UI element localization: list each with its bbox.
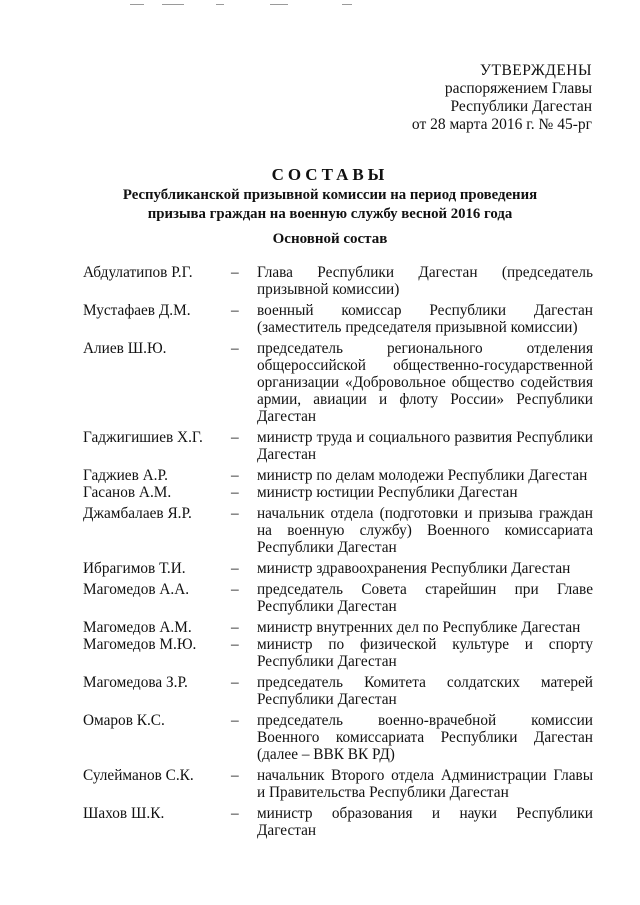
member-row <box>83 505 593 556</box>
member-row <box>83 560 593 577</box>
member-role: Глава Республики Дагестан (председатель призывной комиссии) <box>257 264 593 298</box>
member-role: министр юстиции Республики Дагестан <box>257 484 518 501</box>
member-dash: – <box>231 560 239 577</box>
heading-main: СОСТАВЫ <box>271 165 389 184</box>
member-row <box>83 484 593 501</box>
member-row <box>83 636 593 670</box>
member-role: министр образования и науки Республики Дагестан <box>257 805 593 839</box>
member-role: начальник отдела (подготовки и призыва граждан на военную службу) Военного комиссариата Республики Дагестан <box>257 505 593 556</box>
member-dash: – <box>231 674 239 691</box>
member-dash: – <box>231 340 239 357</box>
member-row <box>83 712 593 763</box>
member-row <box>83 429 593 463</box>
member-row <box>83 264 593 298</box>
member-name: Мустафаев Д.М. <box>83 302 191 319</box>
member-role: председатель регионального отделения общероссийской общественно-государственной организации «Добровольное общество содействия армии, авиации и флоту России» Республики Дагестан <box>257 340 593 425</box>
approval-line-1: распоряжением Главы <box>444 80 592 97</box>
member-name: Гаджигишиев Х.Г. <box>83 429 203 446</box>
member-name: Магомедов М.Ю. <box>83 636 197 653</box>
member-row <box>83 674 593 708</box>
member-row <box>83 767 593 801</box>
member-name: Магомедов А.М. <box>83 619 192 636</box>
heading-sub-1: Республиканской призывной комиссии на период проведения <box>122 187 538 203</box>
member-dash: – <box>231 467 239 484</box>
member-row <box>83 340 593 425</box>
member-row <box>83 302 593 336</box>
member-name: Джамбалаев Я.Р. <box>83 505 192 522</box>
member-name: Гаджиев А.Р. <box>83 467 168 484</box>
member-role: министр внутренних дел по Республике Дагестан <box>257 619 581 636</box>
member-dash: – <box>231 264 239 281</box>
approval-stamp <box>400 62 592 134</box>
member-dash: – <box>231 429 239 446</box>
member-role: министр по делам молодежи Республики Дагестан <box>257 467 588 484</box>
heading-sub-2: призыва граждан на военную службу весной 2016 года <box>147 206 513 222</box>
member-dash: – <box>231 302 239 319</box>
member-role: министр труда и социального развития Республики Дагестан <box>257 429 593 463</box>
member-role: председатель Комитета солдатских матерей Республики Дагестан <box>257 674 593 708</box>
member-dash: – <box>231 805 239 822</box>
member-name: Гасанов А.М. <box>83 484 172 501</box>
member-row <box>83 467 593 484</box>
member-name: Омаров К.С. <box>83 712 165 729</box>
member-role: министр по физической культуре и спорту Республики Дагестан <box>257 636 593 670</box>
member-row <box>83 581 593 615</box>
approval-line-2: Республики Дагестан <box>450 98 592 115</box>
member-name: Сулейманов С.К. <box>83 767 194 784</box>
document-heading <box>60 164 600 224</box>
member-dash: – <box>231 581 239 598</box>
member-role: начальник Второго отдела Администрации Главы и Правительства Республики Дагестан <box>257 767 593 801</box>
member-name: Абдулатипов Р.Г. <box>83 264 193 281</box>
member-row <box>83 619 593 636</box>
member-role: министр здравоохранения Республики Дагестан <box>257 560 571 577</box>
member-dash: – <box>231 619 239 636</box>
member-name: Ибрагимов Т.И. <box>83 560 186 577</box>
member-dash: – <box>231 484 239 501</box>
member-dash: – <box>231 767 239 784</box>
member-row <box>83 805 593 839</box>
member-dash: – <box>231 636 239 653</box>
approval-title: УТВЕРЖДЕНЫ <box>480 62 592 79</box>
member-dash: – <box>231 712 239 729</box>
member-role: военный комиссар Республики Дагестан (заместитель председателя призывной комиссии) <box>257 302 593 336</box>
member-name: Шахов Ш.К. <box>83 805 165 822</box>
member-dash: – <box>231 505 239 522</box>
section-title: Основной состав <box>272 231 388 247</box>
approval-date: от 28 марта 2016 г. № 45-рг <box>411 116 592 133</box>
member-role: председатель военно-врачебной комиссии Военного комиссариата Республики Дагестан (далее – ВВК ВК РД) <box>257 712 593 763</box>
scan-artifacts <box>120 2 380 8</box>
member-name: Магомедова З.Р. <box>83 674 188 691</box>
member-name: Магомедов А.А. <box>83 581 190 598</box>
members-list <box>83 264 593 839</box>
member-role: председатель Совета старейшин при Главе Республики Дагестан <box>257 581 593 615</box>
member-name: Алиев Ш.Ю. <box>83 340 167 357</box>
